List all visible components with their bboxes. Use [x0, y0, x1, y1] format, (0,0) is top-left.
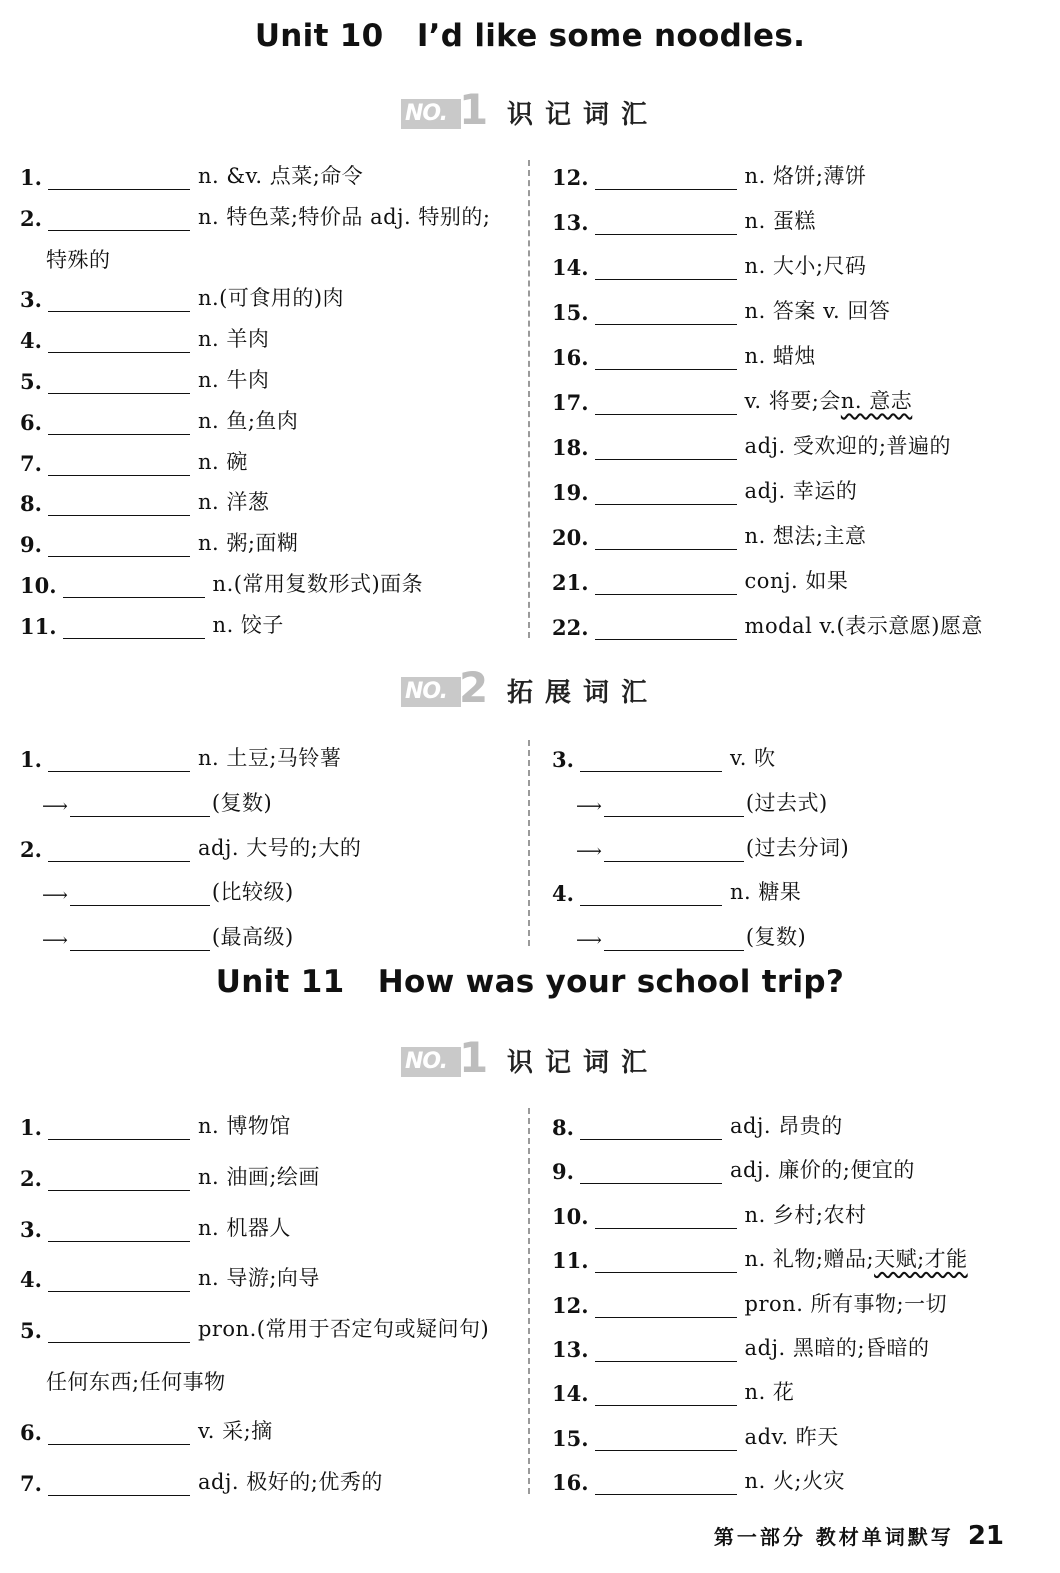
answer-blank[interactable] — [595, 1383, 737, 1406]
item-number: 6. — [20, 1419, 42, 1445]
definition: v. 采;摘 — [197, 1418, 273, 1443]
vocab-item — [552, 385, 912, 415]
form-label: (比较级) — [211, 880, 294, 905]
column-divider — [528, 1108, 530, 1494]
answer-blank[interactable] — [48, 208, 190, 231]
item-number: 11. — [552, 1248, 589, 1274]
definition: n. 答案 v. 回答 — [744, 299, 891, 323]
item-number: 1. — [20, 165, 42, 190]
answer-blank[interactable] — [48, 1117, 190, 1140]
item-number: 7. — [20, 450, 42, 476]
vocab-item — [20, 742, 341, 772]
vocab-item — [552, 610, 983, 640]
answer-blank[interactable] — [595, 257, 737, 280]
answer-blank[interactable] — [580, 883, 722, 906]
unit11-title: Unit 11 How was your school trip? — [215, 964, 845, 1000]
item-number: 2. — [20, 1165, 42, 1191]
vocab-item — [552, 1376, 794, 1406]
item-number: 20. — [552, 525, 589, 550]
item-number: 4. — [552, 881, 574, 907]
item-number: 4. — [20, 328, 42, 354]
definition: adj. 极好的;优秀的 — [197, 1469, 383, 1494]
definition: n. 牛肉 — [197, 368, 270, 392]
vocab-item — [20, 1262, 320, 1292]
vocab-item — [552, 205, 816, 235]
answer-blank[interactable] — [48, 1269, 190, 1292]
vocab-item — [20, 405, 298, 435]
definition: pron.(常用于否定句或疑问句) — [197, 1317, 490, 1342]
derived-form-row — [576, 832, 849, 862]
definition: n. 机器人 — [197, 1215, 291, 1240]
definition: conj. 如果 — [744, 569, 849, 593]
definition: n. 饺子 — [212, 612, 284, 637]
column-divider — [528, 160, 530, 638]
definition: n. 大小;尺码 — [744, 254, 867, 278]
derived-form-row — [576, 787, 828, 817]
vocab-item — [20, 1161, 320, 1191]
answer-blank[interactable] — [595, 617, 737, 640]
answer-blank[interactable] — [48, 289, 190, 312]
item-number: 10. — [552, 1203, 589, 1229]
unit11-sec1-header — [0, 1033, 1060, 1084]
derived-form-row — [42, 787, 272, 817]
arrow-right-icon: ⟶ — [42, 930, 68, 952]
arrow-right-icon: ⟶ — [576, 930, 602, 952]
item-number: 21. — [552, 570, 589, 595]
answer-blank[interactable] — [595, 482, 737, 505]
definition: n. 羊肉 — [197, 327, 270, 352]
answer-blank[interactable] — [48, 1422, 190, 1445]
answer-blank[interactable] — [595, 1295, 737, 1318]
definition: n. 烙饼;薄饼 — [744, 164, 867, 188]
vocab-item — [20, 1466, 383, 1496]
answer-blank[interactable] — [48, 1219, 190, 1242]
definition: n. 鱼;鱼肉 — [197, 408, 299, 433]
section-title: 识记词汇 — [506, 1047, 659, 1078]
answer-blank[interactable] — [604, 928, 744, 951]
definition: n. 博物馆 — [197, 1114, 291, 1138]
no2-badge-icon: NO. 2 — [401, 669, 489, 711]
answer-blank[interactable] — [48, 167, 190, 190]
vocab-item — [552, 430, 951, 460]
item-number: 11. — [20, 613, 57, 639]
vocab-item — [552, 1332, 929, 1362]
item-number: 13. — [552, 1337, 589, 1362]
vocab-item — [552, 250, 867, 280]
vocab-item — [20, 160, 363, 190]
vocab-item — [20, 832, 361, 862]
vocab-item — [552, 1110, 843, 1140]
item-number: 2. — [20, 205, 42, 231]
item-number: 15. — [552, 300, 589, 325]
vocab-item — [552, 1243, 968, 1273]
vocab-item — [20, 568, 423, 598]
vocab-item — [552, 340, 816, 370]
item-number: 12. — [552, 1292, 589, 1318]
vocab-item — [552, 295, 890, 325]
item-number: 12. — [552, 165, 589, 190]
answer-blank[interactable] — [580, 1161, 722, 1184]
unit10-sec2-header — [0, 663, 1060, 714]
answer-blank[interactable] — [48, 1473, 190, 1496]
arrow-right-icon: ⟶ — [576, 840, 602, 862]
answer-blank[interactable] — [604, 794, 744, 817]
item-number: 14. — [552, 1381, 589, 1407]
definition: n.(可食用的)肉 — [197, 286, 345, 311]
definition-continued: 特殊的 — [46, 247, 111, 272]
definition: n.(常用复数形式)面条 — [212, 572, 424, 596]
form-label: (过去分词) — [745, 835, 850, 860]
answer-blank[interactable] — [48, 493, 190, 516]
item-number: 19. — [552, 480, 589, 505]
page-footer — [714, 1521, 1004, 1551]
vocab-item — [20, 323, 269, 353]
arrow-right-icon: ⟶ — [42, 885, 68, 907]
wavy-underlined-meaning: n. 意志 — [840, 389, 913, 413]
item-number: 8. — [20, 491, 42, 517]
answer-blank[interactable] — [48, 839, 190, 862]
definition: n. 礼物;赠品; — [744, 1247, 875, 1272]
answer-blank[interactable] — [595, 1206, 737, 1229]
definition: n. 粥;面糊 — [197, 531, 299, 556]
item-number: 4. — [20, 1267, 42, 1293]
item-number: 18. — [552, 435, 589, 460]
vocab-item — [20, 1212, 291, 1242]
item-number: 3. — [552, 747, 574, 772]
answer-blank[interactable] — [604, 839, 744, 862]
no1-badge-icon: NO. 1 — [401, 91, 489, 133]
definition: adj. 昂贵的 — [729, 1114, 843, 1138]
item-number: 9. — [20, 532, 42, 558]
answer-blank[interactable] — [595, 527, 737, 550]
answer-blank[interactable] — [580, 1117, 722, 1140]
vocab-item — [552, 1154, 915, 1184]
item-number: 16. — [552, 1470, 589, 1496]
definition: adv. 昨天 — [744, 1424, 839, 1449]
answer-blank[interactable] — [595, 1428, 737, 1451]
answer-blank[interactable] — [595, 167, 737, 190]
item-number: 15. — [552, 1425, 589, 1451]
wavy-underlined-meaning: 天赋;才能 — [874, 1247, 968, 1272]
definition: v. 吹 — [729, 746, 776, 770]
item-number: 22. — [552, 615, 589, 640]
item-number: 5. — [20, 369, 42, 394]
definition: modal v.(表示意愿)愿意 — [744, 614, 983, 638]
answer-blank[interactable] — [70, 794, 210, 817]
answer-blank[interactable] — [48, 453, 190, 476]
column-divider — [528, 740, 530, 946]
definition: n. 蜡烛 — [744, 344, 816, 368]
vocab-item — [20, 446, 248, 476]
unit10-sec1-header — [0, 85, 1060, 136]
page-number: 21 — [967, 1521, 1004, 1551]
item-number: 1. — [20, 1115, 42, 1140]
vocab-item — [552, 475, 857, 505]
section-title: 拓展词汇 — [506, 677, 659, 708]
derived-form-row — [576, 921, 806, 951]
section-title: 识记词汇 — [506, 99, 659, 130]
item-number: 3. — [20, 1216, 42, 1242]
answer-blank[interactable] — [48, 534, 190, 557]
answer-blank[interactable] — [70, 883, 210, 906]
vocab-item — [20, 282, 344, 312]
definition: adj. 受欢迎的;普遍的 — [744, 434, 951, 458]
item-number: 16. — [552, 345, 589, 370]
vocab-item — [552, 1288, 947, 1318]
definition: adj. 大号的;大的 — [197, 835, 362, 860]
definition: n. 油画;绘画 — [197, 1164, 320, 1189]
arrow-right-icon: ⟶ — [576, 795, 602, 817]
answer-blank[interactable] — [595, 437, 737, 460]
answer-blank[interactable] — [595, 1472, 737, 1495]
answer-blank[interactable] — [63, 575, 205, 598]
definition: n. 花 — [744, 1380, 795, 1405]
vocab-item — [552, 742, 776, 772]
vocab-item — [20, 1110, 291, 1140]
definition: pron. 所有事物;一切 — [744, 1291, 948, 1316]
definition: adj. 幸运的 — [744, 479, 858, 503]
definition: adj. 黑暗的;昏暗的 — [744, 1336, 930, 1360]
definition: n. 糖果 — [729, 880, 802, 905]
item-number: 8. — [552, 1115, 574, 1140]
derived-form-row — [42, 921, 294, 951]
footer-text: 第一部分 教材单词默写 — [713, 1525, 954, 1549]
vocab-item — [552, 1421, 839, 1451]
answer-blank[interactable] — [595, 572, 737, 595]
item-number: 3. — [20, 287, 42, 313]
item-number: 7. — [20, 1470, 42, 1496]
answer-blank[interactable] — [595, 347, 737, 370]
item-number: 13. — [552, 210, 589, 235]
form-label: (复数) — [211, 790, 273, 815]
answer-blank[interactable] — [595, 392, 737, 415]
vocab-item — [552, 1199, 867, 1229]
answer-blank[interactable] — [48, 749, 190, 772]
definition: n. 火;火灾 — [744, 1469, 845, 1494]
form-label: (复数) — [745, 925, 807, 950]
no1-badge-icon: NO. 1 — [401, 1039, 489, 1081]
definition: n. 碗 — [197, 449, 248, 474]
definition: adj. 廉价的;便宜的 — [729, 1158, 915, 1183]
arrow-right-icon: ⟶ — [42, 795, 68, 817]
form-label: (最高级) — [211, 925, 294, 950]
definition: n. 想法;主意 — [744, 524, 867, 548]
vocab-item — [552, 160, 867, 190]
item-number: 17. — [552, 390, 589, 415]
answer-blank[interactable] — [63, 616, 205, 639]
vocab-item — [20, 1415, 273, 1445]
item-number: 10. — [20, 573, 57, 598]
item-number: 6. — [20, 409, 42, 435]
vocab-item — [552, 1465, 845, 1495]
answer-blank[interactable] — [595, 1339, 737, 1362]
answer-blank[interactable] — [595, 302, 737, 325]
definition-continued: 任何东西;任何事物 — [46, 1370, 226, 1394]
answer-blank[interactable] — [48, 330, 190, 353]
item-number: 1. — [20, 747, 42, 772]
answer-blank[interactable] — [595, 1250, 737, 1273]
answer-blank[interactable] — [580, 749, 722, 772]
vocab-item — [552, 520, 867, 550]
item-number: 2. — [20, 836, 42, 862]
unit10-title: Unit 10 I’d like some noodles. — [254, 18, 806, 54]
definition: n. 洋葱 — [197, 490, 270, 515]
item-number: 14. — [552, 255, 589, 280]
answer-blank[interactable] — [48, 371, 190, 394]
definition: n. &v. 点菜;命令 — [197, 164, 364, 188]
vocab-item — [20, 1313, 489, 1343]
item-number: 5. — [20, 1318, 42, 1344]
form-label: (过去式) — [745, 790, 828, 815]
definition: n. 导游;向导 — [197, 1266, 320, 1291]
definition: n. 特色菜;特价品 adj. 特别的; — [197, 204, 491, 229]
vocab-item — [20, 527, 298, 557]
definition: v. 将要;会 — [744, 389, 841, 413]
vocab-item — [20, 364, 269, 394]
answer-blank[interactable] — [48, 412, 190, 435]
answer-blank[interactable] — [595, 212, 737, 235]
definition: n. 蛋糕 — [744, 209, 816, 233]
derived-form-row — [42, 876, 294, 906]
answer-blank[interactable] — [48, 1168, 190, 1191]
definition: n. 土豆;马铃薯 — [197, 746, 342, 770]
vocab-item — [552, 565, 848, 595]
vocab-item — [20, 486, 269, 516]
item-number: 9. — [552, 1159, 574, 1185]
answer-blank[interactable] — [70, 928, 210, 951]
vocab-item — [552, 876, 801, 906]
vocab-item — [20, 609, 284, 639]
answer-blank[interactable] — [48, 1320, 190, 1343]
vocab-item — [20, 201, 490, 231]
definition: n. 乡村;农村 — [744, 1202, 867, 1227]
